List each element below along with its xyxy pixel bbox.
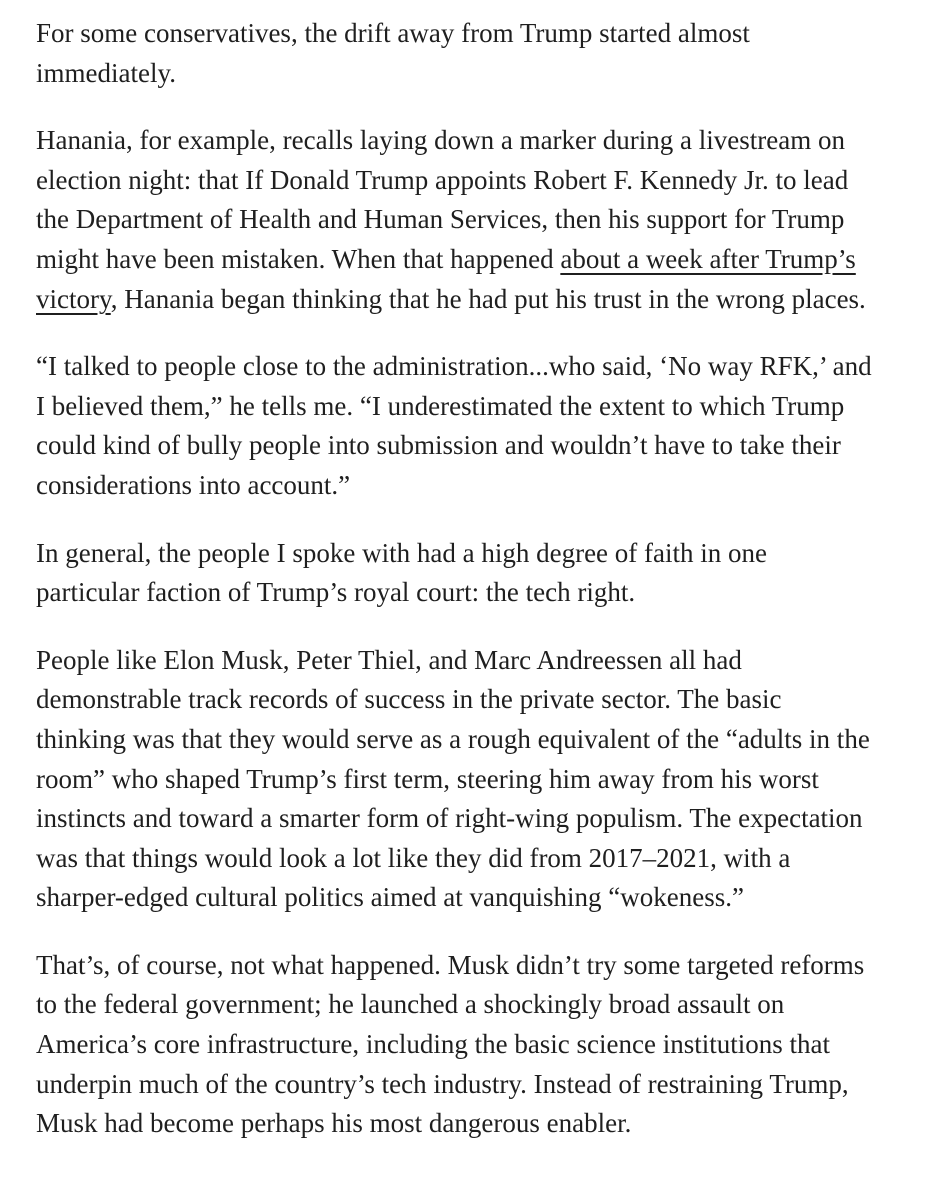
paragraph-3: “I talked to people close to the administration...who said, ‘No way RFK,’ and I believed them,” he tells me. “I underestimated the extent to which Trump could kind of bully people into submission and wouldn’t have to take their considerations into account.” bbox=[36, 351, 872, 500]
paragraph-2 bbox=[36, 121, 877, 319]
paragraph-2-text-before: Hanania, for example, recalls laying down a marker during a livestream on election night: that If Donald Trump appoints Robert F. Kennedy Jr. to lead the Department of Health and Human Services, then his support for Trump might have been mistaken. When that happened bbox=[36, 125, 849, 274]
paragraph-5: People like Elon Musk, Peter Thiel, and Marc Andreessen all had demonstrable track records of success in the private sector. The basic thinking was that they would serve as a rough equivalent of the “adults in the room” who shaped Trump’s first term, steering him away from his worst instincts and toward a smarter form of right-wing populism. The expectation was that things would look a lot like they did from 2017–2021, with a sharper-edged cultural politics aimed at vanquishing “wokeness.” bbox=[36, 644, 870, 913]
trump-victory-link[interactable]: about a week after Trump’s victory bbox=[36, 243, 856, 314]
paragraph-1: For some conservatives, the drift away from Trump started almost immediately. bbox=[36, 18, 750, 88]
paragraph-6: That’s, of course, not what happened. Musk didn’t try some targeted reforms to the federal government; he launched a shockingly broad assault on America’s core infrastructure, including the basic science institutions that underpin much of the country’s tech industry. Instead of restraining Trump, Musk had become perhaps his most dangerous enabler. bbox=[36, 949, 865, 1139]
paragraph-2-text-after: , Hanania began thinking that he had put his trust in the wrong places. bbox=[110, 283, 866, 314]
paragraph-4: In general, the people I spoke with had a high degree of faith in one particular faction of Trump’s royal court: the tech right. bbox=[36, 537, 767, 608]
